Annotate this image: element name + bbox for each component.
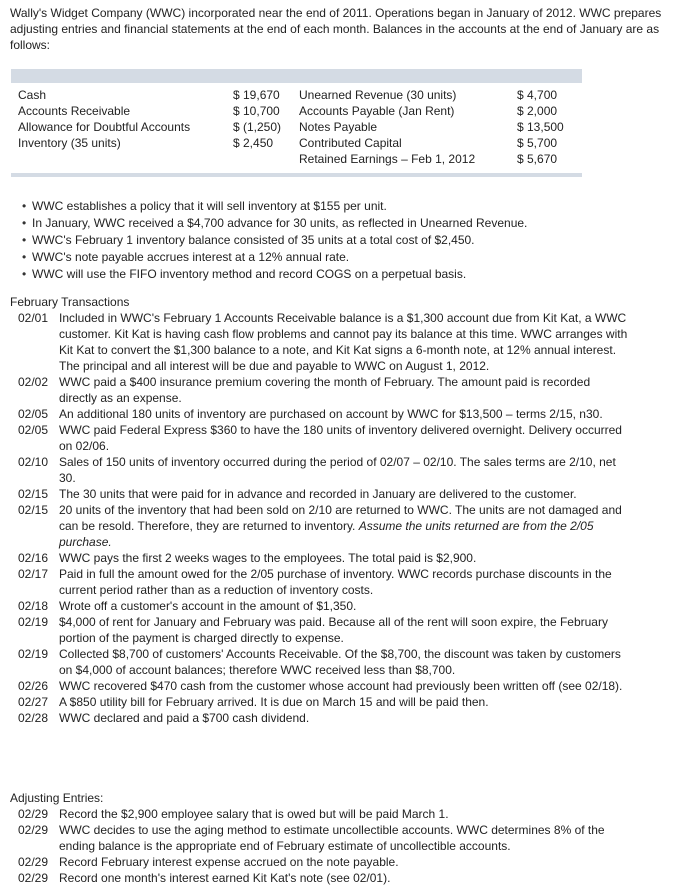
entry-text: WWC decides to use the aging method to estimate uncollectible accounts. WWC determines 8% of the ending balance is the appropriate end of February estimate of uncollectible accounts.: [59, 823, 605, 853]
table-body: [11, 83, 582, 173]
entry-text: Sales of 150 units of inventory occurred during the period of 02/07 – 02/10. The sales terms are 2/10, net 30.: [59, 455, 616, 485]
table-header-bar: [11, 69, 582, 83]
entry-date: 02/15: [18, 487, 49, 501]
entry-date: 02/17: [18, 567, 49, 581]
entry-date: 02/01: [18, 311, 49, 325]
account-name: Cash: [18, 88, 47, 102]
entry-date: 02/18: [18, 599, 49, 613]
entry-date: 02/16: [18, 551, 49, 565]
table-footer-bar: [11, 173, 582, 177]
adjusting-entry: [10, 806, 680, 822]
entry-date: 02/02: [18, 375, 49, 389]
entry-date: 02/15: [18, 503, 49, 517]
account-name: Accounts Payable (Jan Rent): [299, 104, 455, 118]
left-accounts-column: [18, 87, 190, 151]
section-title: Adjusting Entries:: [10, 791, 104, 805]
account-name: Accounts Receivable: [18, 104, 131, 118]
account-name: Unearned Revenue (30 units): [299, 88, 457, 102]
entry-date: 02/28: [18, 711, 49, 725]
adjusting-entries-section: [10, 790, 680, 886]
policy-bullet-list: [22, 198, 527, 283]
list-item: • In January, WWC received a $4,700 advance for 30 units, as reflected in Unearned Revenue.: [22, 215, 527, 232]
account-amount: $ 19,670: [233, 88, 280, 102]
entry-text: $4,000 of rent for January and February was paid. Because all of the rent will soon expire, the February portion of the payment is charged directly to expense.: [59, 615, 608, 645]
account-amount: $ 4,700: [517, 88, 558, 102]
entry-text: Wrote off a customer's account in the amount of $1,350.: [59, 599, 357, 613]
account-name: Contributed Capital: [299, 136, 402, 150]
entry-italic-note: Assume the units returned are from the 2/05 purchase.: [59, 519, 594, 549]
transaction-entry: [10, 646, 680, 678]
list-item: • WWC's note payable accrues interest at a 12% annual rate.: [22, 249, 527, 266]
account-name: Notes Payable: [299, 120, 378, 134]
entry-text: A $850 utility bill for February arrived. It is due on March 15 and will be paid then.: [59, 695, 489, 709]
transaction-entry: [10, 486, 680, 502]
adjusting-entry: [10, 854, 680, 870]
entry-date: 02/29: [18, 855, 49, 869]
february-transactions-section: [10, 294, 680, 726]
transaction-entry: [10, 598, 680, 614]
entry-date: 02/05: [18, 407, 49, 421]
transaction-entry: [10, 694, 680, 710]
entry-text: WWC paid Federal Express $360 to have the 180 units of inventory delivered overnight. Delivery occurred on 02/06.: [59, 423, 622, 453]
account-name: Allowance for Doubtful Accounts: [18, 120, 191, 134]
right-accounts-column: [299, 87, 475, 167]
entry-date: 02/05: [18, 423, 49, 437]
entry-date: 02/29: [18, 807, 49, 821]
entry-date: 02/29: [18, 871, 49, 885]
entry-text: WWC pays the first 2 weeks wages to the employees. The total paid is $2,900.: [59, 551, 477, 565]
transaction-entry: [10, 710, 680, 726]
account-amount: $ 13,500: [517, 120, 564, 134]
entry-text: The 30 units that were paid for in advance and recorded in January are delivered to the customer.: [59, 487, 577, 501]
entry-text: Record February interest expense accrued on the note payable.: [59, 855, 399, 869]
entry-text: WWC declared and paid a $700 cash dividend.: [59, 711, 310, 725]
right-amounts-column: [517, 87, 564, 167]
entry-date: 02/19: [18, 647, 49, 661]
entry-text: Included in WWC's February 1 Accounts Receivable balance is a $1,300 account due from Kit Kat, a WWC customer. Kit Kat is having cash flow problems and cannot pay its balance at this time. WWC arranges with Kit Kat to convert the $1,300 balance to a note, and Kit Kat signs a 6-month note, at 12% annual interest. The principal and all interest will be due and payable to WWC on August 1, 2012.: [59, 311, 628, 373]
list-item: • WWC's February 1 inventory balance consisted of 35 units at a total cost of $2,450.: [22, 232, 527, 249]
entry-text: Collected $8,700 of customers' Accounts Receivable. Of the $8,700, the discount was taken by customers on $4,000 of account balances; therefore WWC received less than $8,700.: [59, 647, 621, 677]
balances-table: [11, 69, 582, 177]
transaction-entry: [10, 374, 680, 406]
transaction-entry: [10, 678, 680, 694]
transaction-entry: [10, 614, 680, 646]
account-amount: $ 5,700: [517, 136, 558, 150]
entry-text: Record one month's interest earned Kit Kat's note (see 02/01).: [59, 871, 391, 885]
transaction-entry: [10, 502, 680, 550]
left-amounts-column: [233, 87, 281, 151]
account-amount: $ (1,250): [233, 120, 282, 134]
transaction-entry: [10, 422, 680, 454]
entry-date: 02/29: [18, 823, 49, 837]
transaction-entry: [10, 406, 680, 422]
entry-text-wrapper: [59, 502, 629, 550]
transaction-entry: [10, 454, 680, 486]
account-amount: $ 2,000: [517, 104, 558, 118]
account-name: Retained Earnings – Feb 1, 2012: [299, 152, 476, 166]
transaction-entry: [10, 310, 680, 374]
entry-date: 02/27: [18, 695, 49, 709]
entry-text: WWC recovered $470 cash from the customer whose account had previously been written off (see 02/18).: [59, 679, 623, 693]
entry-date: 02/26: [18, 679, 49, 693]
transaction-entry: [10, 566, 680, 598]
entry-text: WWC paid a $400 insurance premium covering the month of February. The amount paid is recorded directly as an expense.: [59, 375, 591, 405]
list-item: • WWC establishes a policy that it will sell inventory at $155 per unit.: [22, 198, 527, 215]
account-amount: $ 5,670: [517, 152, 558, 166]
entry-text: Record the $2,900 employee salary that is owed but will be paid March 1.: [59, 807, 449, 821]
entry-text: 20 units of the inventory that had been sold on 2/10 are returned to WWC. The units are not damaged and can be resold. Therefore, they are returned to inventory.: [59, 503, 622, 533]
entry-text: Paid in full the amount owed for the 2/05 purchase of inventory. WWC records purchase discounts in the current period rather than as a reduction of inventory costs.: [59, 567, 612, 597]
account-amount: $ 2,450: [233, 136, 274, 150]
intro-paragraph: Wally's Widget Company (WWC) incorporated near the end of 2011. Operations began in January of 2012. WWC prepares adjusting entries and financial statements at the end of each month. Balances in the accounts at the end of January are as follows:: [10, 6, 662, 52]
list-item: • WWC will use the FIFO inventory method and record COGS on a perpetual basis.: [22, 266, 527, 283]
adjusting-entry: [10, 822, 680, 854]
account-name: Inventory (35 units): [18, 136, 121, 150]
section-title: February Transactions: [10, 295, 130, 309]
entry-date: 02/10: [18, 455, 49, 469]
account-amount: $ 10,700: [233, 104, 280, 118]
entry-text: An additional 180 units of inventory are purchased on account by WWC for $13,500 – terms 2/15, n30.: [59, 407, 603, 421]
transaction-entry: [10, 550, 680, 566]
adjusting-entry: [10, 870, 680, 886]
entry-date: 02/19: [18, 615, 49, 629]
